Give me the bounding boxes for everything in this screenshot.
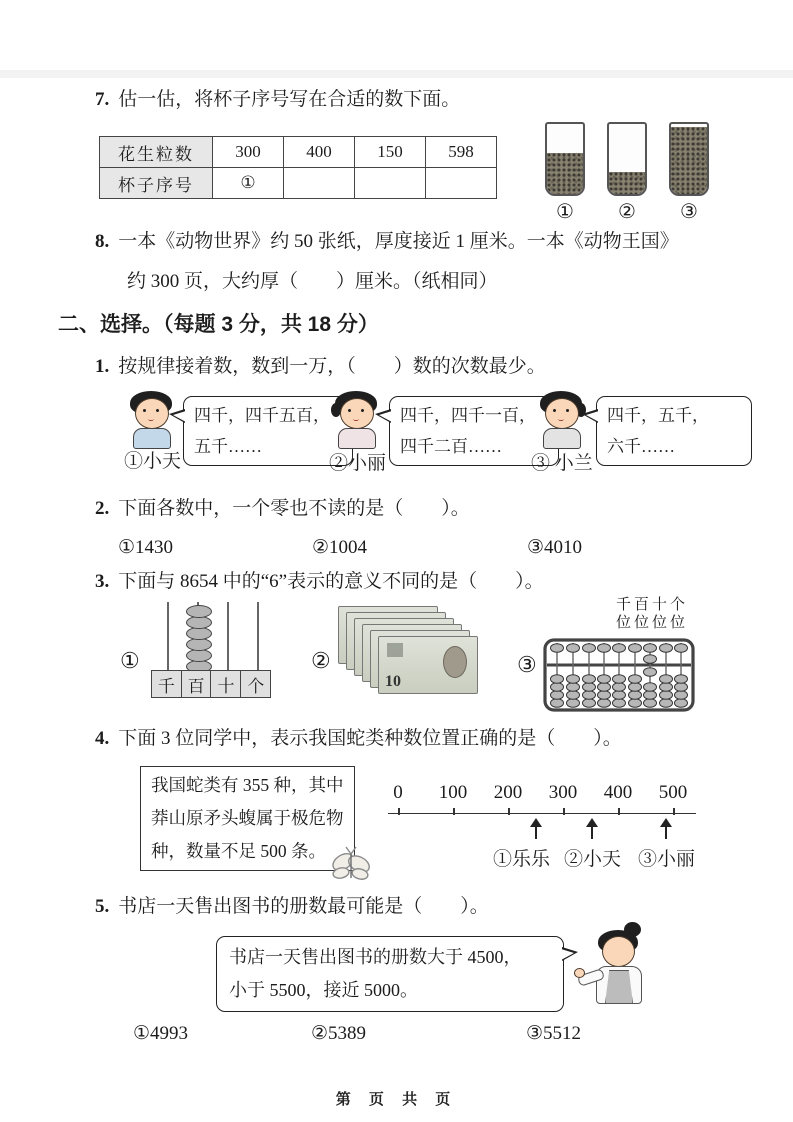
question-text: 估一估，将杯子序号写在合适的数下面。	[118, 89, 461, 110]
figure-label: ③	[517, 652, 537, 677]
peanut-count-table	[99, 136, 497, 199]
speaker-label: ①小天	[124, 451, 182, 472]
tick-label: 100	[438, 782, 468, 803]
torso	[543, 428, 581, 449]
cups-figure	[545, 122, 709, 224]
face	[135, 398, 169, 429]
girl-avatar-icon	[538, 391, 584, 449]
answer-cell: ①	[213, 168, 284, 199]
option-item: ①1430	[118, 537, 174, 558]
mouth	[148, 417, 154, 421]
snake-info-box	[140, 766, 355, 871]
place-value-cells	[152, 670, 271, 698]
speech-bubble	[596, 396, 752, 466]
arrow-up-icon	[660, 818, 672, 840]
option-item: ②5389	[311, 1023, 367, 1044]
bubble-line: 四千二百……	[400, 437, 502, 456]
arrow-label: ②小天	[564, 849, 622, 870]
question-text: 下面各数中，一个零也不读的是（ ）。	[118, 498, 470, 519]
bubble-line: 四千，四千五百，	[194, 406, 330, 425]
portrait-icon	[443, 646, 467, 678]
note-value: 10	[385, 673, 401, 690]
eye	[143, 409, 146, 412]
boy-avatar-icon	[128, 391, 174, 449]
place-cell: 个	[240, 670, 271, 698]
eye	[156, 409, 159, 412]
question-text: 下面 3 位同学中，表示我国蛇类种数位置正确的是（ ）。	[118, 728, 622, 749]
cup-glass-icon	[607, 122, 647, 196]
count-cell: 598	[426, 137, 497, 168]
tick-label: 0	[393, 782, 403, 803]
section-title: 二、选择。（每题 3 分，共 18 分）	[58, 313, 379, 336]
face	[545, 398, 579, 429]
question-number: 4.	[95, 728, 110, 749]
question-5	[95, 891, 489, 918]
eye	[348, 409, 351, 412]
bubble-line: 书店一天售出图书的册数大于 4500，	[229, 947, 522, 967]
cup-label: ③	[680, 201, 698, 223]
arrow-up-icon	[530, 818, 542, 840]
caption-line: 千百十个	[616, 597, 689, 613]
question-7	[95, 84, 460, 111]
abacus-icon	[543, 638, 695, 712]
money-figure	[338, 606, 488, 701]
question-number: 3.	[95, 571, 110, 592]
question-8-line2: 约 300 页，大约厚（ ）厘米。（纸相同）	[127, 271, 498, 292]
arrow-label: ③小丽	[638, 849, 696, 870]
bead	[186, 605, 212, 618]
eye	[566, 409, 569, 412]
tick-label: 500	[658, 782, 688, 803]
peanut-fill	[609, 172, 645, 194]
question-number: 5.	[95, 896, 110, 917]
info-line: 种，数量不足 500 条。	[151, 841, 326, 861]
count-cell: 150	[355, 137, 426, 168]
row-header-cell: 花生粒数	[100, 137, 213, 168]
clerk-speech-bubble	[216, 936, 564, 1012]
place-cell: 百	[181, 670, 212, 698]
place-cell: 千	[151, 670, 182, 698]
hand	[574, 968, 585, 978]
cup-3	[669, 122, 709, 224]
bubble-line: 六千……	[607, 437, 675, 456]
tick	[618, 808, 620, 815]
info-line: 莽山原矛头蝮属于极危物	[151, 808, 344, 828]
q5-options	[0, 1022, 793, 1048]
face	[602, 936, 635, 967]
bubble-line: 四千，五千，	[607, 406, 709, 425]
figure-label: ①	[120, 648, 140, 673]
speaker-label: ③ 小兰	[531, 453, 593, 474]
mouth	[353, 417, 359, 421]
arrow-up-icon	[586, 818, 598, 840]
tick	[508, 808, 510, 815]
tick	[563, 808, 565, 815]
torso	[338, 428, 376, 449]
info-line: 我国蛇类有 355 种，其中	[151, 775, 344, 795]
question-text: 书店一天售出图书的册数最可能是（ ）。	[118, 896, 489, 917]
question-1	[95, 351, 546, 378]
question-number: 8.	[95, 231, 110, 252]
axis-line	[388, 813, 696, 814]
answer-cell	[426, 168, 497, 199]
banknote-icon	[378, 636, 478, 694]
q2-options	[0, 536, 793, 562]
girl-avatar-icon	[333, 391, 379, 449]
question-number: 1.	[95, 356, 110, 377]
question-text: 一本《动物世界》约 50 张纸，厚度接近 1 厘米。一本《动物王国》	[118, 231, 679, 252]
peanut-fill	[671, 127, 707, 194]
tick-label: 300	[548, 782, 578, 803]
place-cell: 十	[210, 670, 241, 698]
number-line-figure	[388, 782, 708, 872]
rod	[227, 602, 229, 672]
rod	[257, 602, 259, 672]
eye	[553, 409, 556, 412]
tick-label: 400	[603, 782, 633, 803]
question-text: 按规律接着数，数到一万，（ ）数的次数最少。	[118, 356, 546, 377]
option-item: ③5512	[526, 1023, 582, 1044]
arrow-label: ①乐乐	[493, 849, 551, 870]
question-2	[95, 493, 470, 520]
table-row	[100, 168, 497, 199]
counting-frame-figure	[152, 602, 278, 698]
rod	[167, 602, 169, 672]
option-item: ②1004	[312, 537, 368, 558]
face	[340, 398, 374, 429]
row-header-cell: 杯子序号	[100, 168, 213, 199]
page-footer: 第 页 共 页	[335, 1091, 458, 1108]
count-cell: 400	[284, 137, 355, 168]
bubble-line: 小于 5500，接近 5000。	[229, 980, 418, 1000]
option-item: ①4993	[133, 1023, 189, 1044]
speech-bubble	[183, 396, 353, 466]
tick-label: 200	[493, 782, 523, 803]
cup-2	[607, 122, 647, 224]
cup-1	[545, 122, 585, 224]
speaker-label: ②小丽	[329, 453, 387, 474]
cup-label: ①	[556, 201, 574, 223]
question-4	[95, 723, 622, 750]
clerk-avatar-icon	[572, 922, 664, 1022]
table-row	[100, 137, 497, 168]
caption-line: 位位位位	[616, 615, 689, 631]
peanut-fill	[547, 153, 583, 194]
bubble-line: 五千……	[194, 437, 262, 456]
mouth	[558, 417, 564, 421]
question-text: 下面与 8654 中的“6”表示的意义不同的是（ ）。	[118, 571, 544, 592]
answer-cell	[284, 168, 355, 199]
cup-glass-icon	[669, 122, 709, 196]
tick	[673, 808, 675, 815]
question-number: 2.	[95, 498, 110, 519]
cup-label: ②	[618, 201, 636, 223]
apron	[605, 970, 633, 1004]
eye	[361, 409, 364, 412]
option-item: ③4010	[527, 537, 583, 558]
figure-label: ②	[311, 648, 331, 673]
answer-cell	[355, 168, 426, 199]
question-3	[95, 566, 544, 593]
abacus-caption	[616, 596, 688, 632]
tick	[398, 808, 400, 815]
scan-artifact-band	[0, 70, 793, 78]
bubble-line: 四千，四千一百，	[400, 406, 536, 425]
cup-glass-icon	[545, 122, 585, 196]
question-8-line1	[95, 226, 679, 253]
question-number: 7.	[95, 89, 110, 110]
butterfly-icon	[328, 844, 374, 884]
note-mark	[387, 643, 403, 657]
count-cell: 300	[213, 137, 284, 168]
tick	[453, 808, 455, 815]
